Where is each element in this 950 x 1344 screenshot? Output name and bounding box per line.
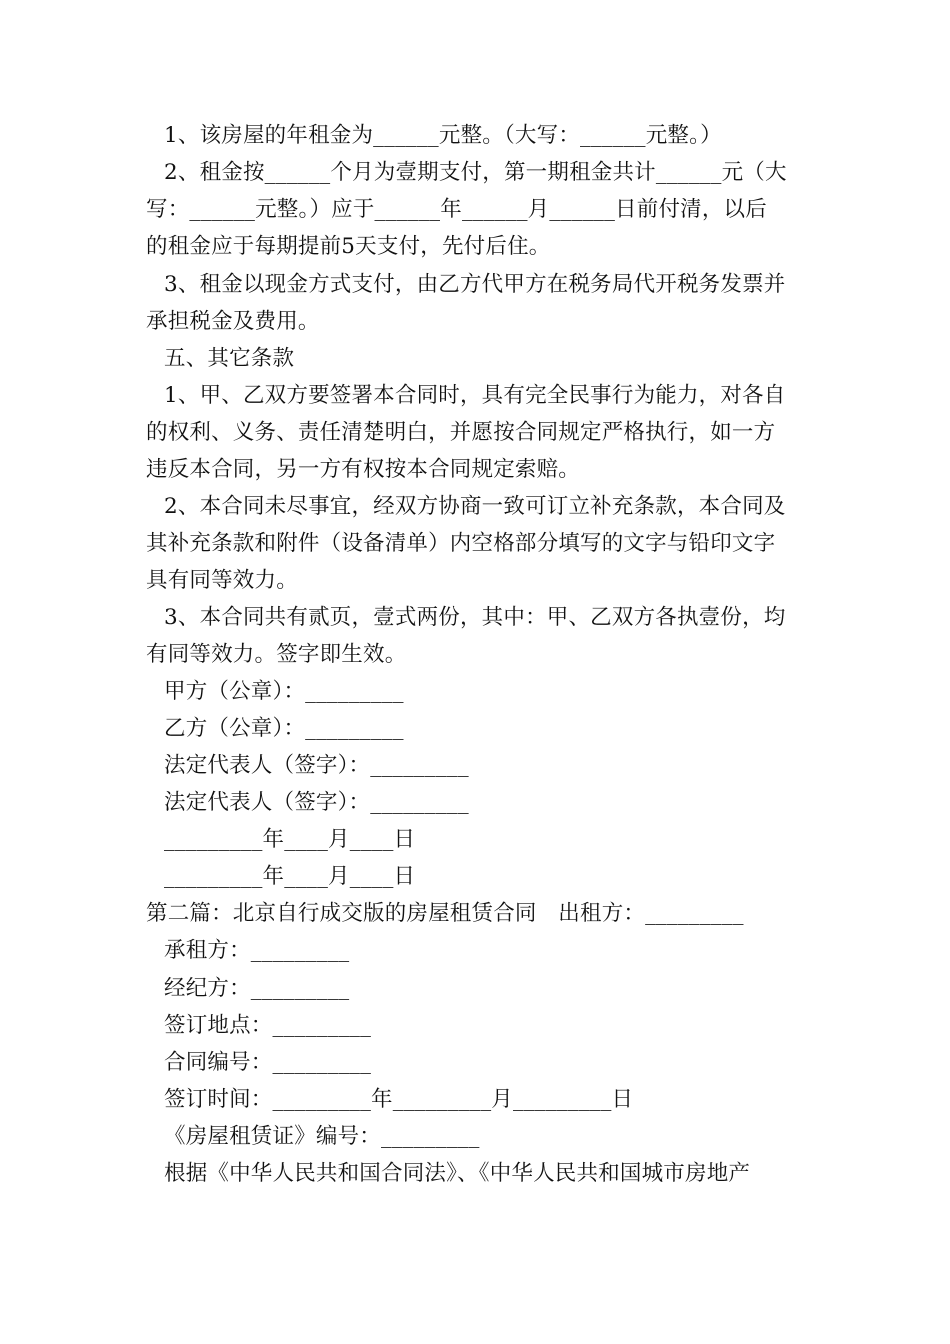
clause-capacity: 1、甲、乙双方要签署本合同时，具有完全民事行为能力，对各自 <box>164 383 786 408</box>
signature-date: _________年____月____日 <box>164 864 416 889</box>
field-lessee: 承租方：_________ <box>164 938 350 963</box>
field-signing-date: 签订时间：_________年_________月_________日 <box>164 1087 634 1112</box>
clause-payment-period-cont: 的租金应于每期提前5天支付，先付后住。 <box>146 234 551 259</box>
clause-payment-period-cont: 写：______元整。）应于______年______月______日前付清，以后 <box>146 197 767 222</box>
clause-annual-rent: 1、该房屋的年租金为______元整。（大写：______元整。） <box>164 123 722 148</box>
signature-legal-rep: 法定代表人（签字）：_________ <box>164 753 469 778</box>
preamble-legal-basis: 根据《中华人民共和国合同法》、《中华人民共和国城市房地产 <box>164 1161 751 1186</box>
signature-party-b: 乙方（公章）：_________ <box>164 716 404 741</box>
field-signing-place: 签订地点：_________ <box>164 1013 372 1038</box>
field-contract-number: 合同编号：_________ <box>164 1050 372 1075</box>
clause-supplementary-cont: 具有同等效力。 <box>146 568 298 593</box>
clause-capacity-cont: 的权利、义务、责任清楚明白，并愿按合同规定严格执行，如一方 <box>146 420 776 445</box>
clause-cash-payment-cont: 承担税金及费用。 <box>146 309 320 334</box>
field-lease-certificate-number: 《房屋租赁证》编号：_________ <box>164 1124 480 1149</box>
clause-cash-payment: 3、租金以现金方式支付，由乙方代甲方在税务局代开税务发票并 <box>164 272 786 297</box>
signature-party-a: 甲方（公章）：_________ <box>164 679 404 704</box>
clause-supplementary: 2、本合同未尽事宜，经双方协商一致可订立补充条款，本合同及 <box>164 494 786 519</box>
signature-date: _________年____月____日 <box>164 827 416 852</box>
section-heading-other-terms: 五、其它条款 <box>164 346 295 371</box>
clause-capacity-cont: 违反本合同，另一方有权按本合同规定索赔。 <box>146 457 581 482</box>
signature-legal-rep: 法定代表人（签字）：_________ <box>164 790 469 815</box>
clause-copies-cont: 有同等效力。签字即生效。 <box>146 642 407 667</box>
field-agent: 经纪方：_________ <box>164 976 350 1001</box>
clause-supplementary-cont: 其补充条款和附件（设备清单）内空格部分填写的文字与铅印文字 <box>146 531 776 556</box>
section-title-part-two: 第二篇：北京自行成交版的房屋租赁合同 出租方：_________ <box>146 901 744 926</box>
clause-copies: 3、本合同共有贰页，壹式两份，其中：甲、乙双方各执壹份，均 <box>164 605 786 630</box>
clause-payment-period: 2、租金按______个月为壹期支付，第一期租金共计______元（大 <box>164 160 787 185</box>
